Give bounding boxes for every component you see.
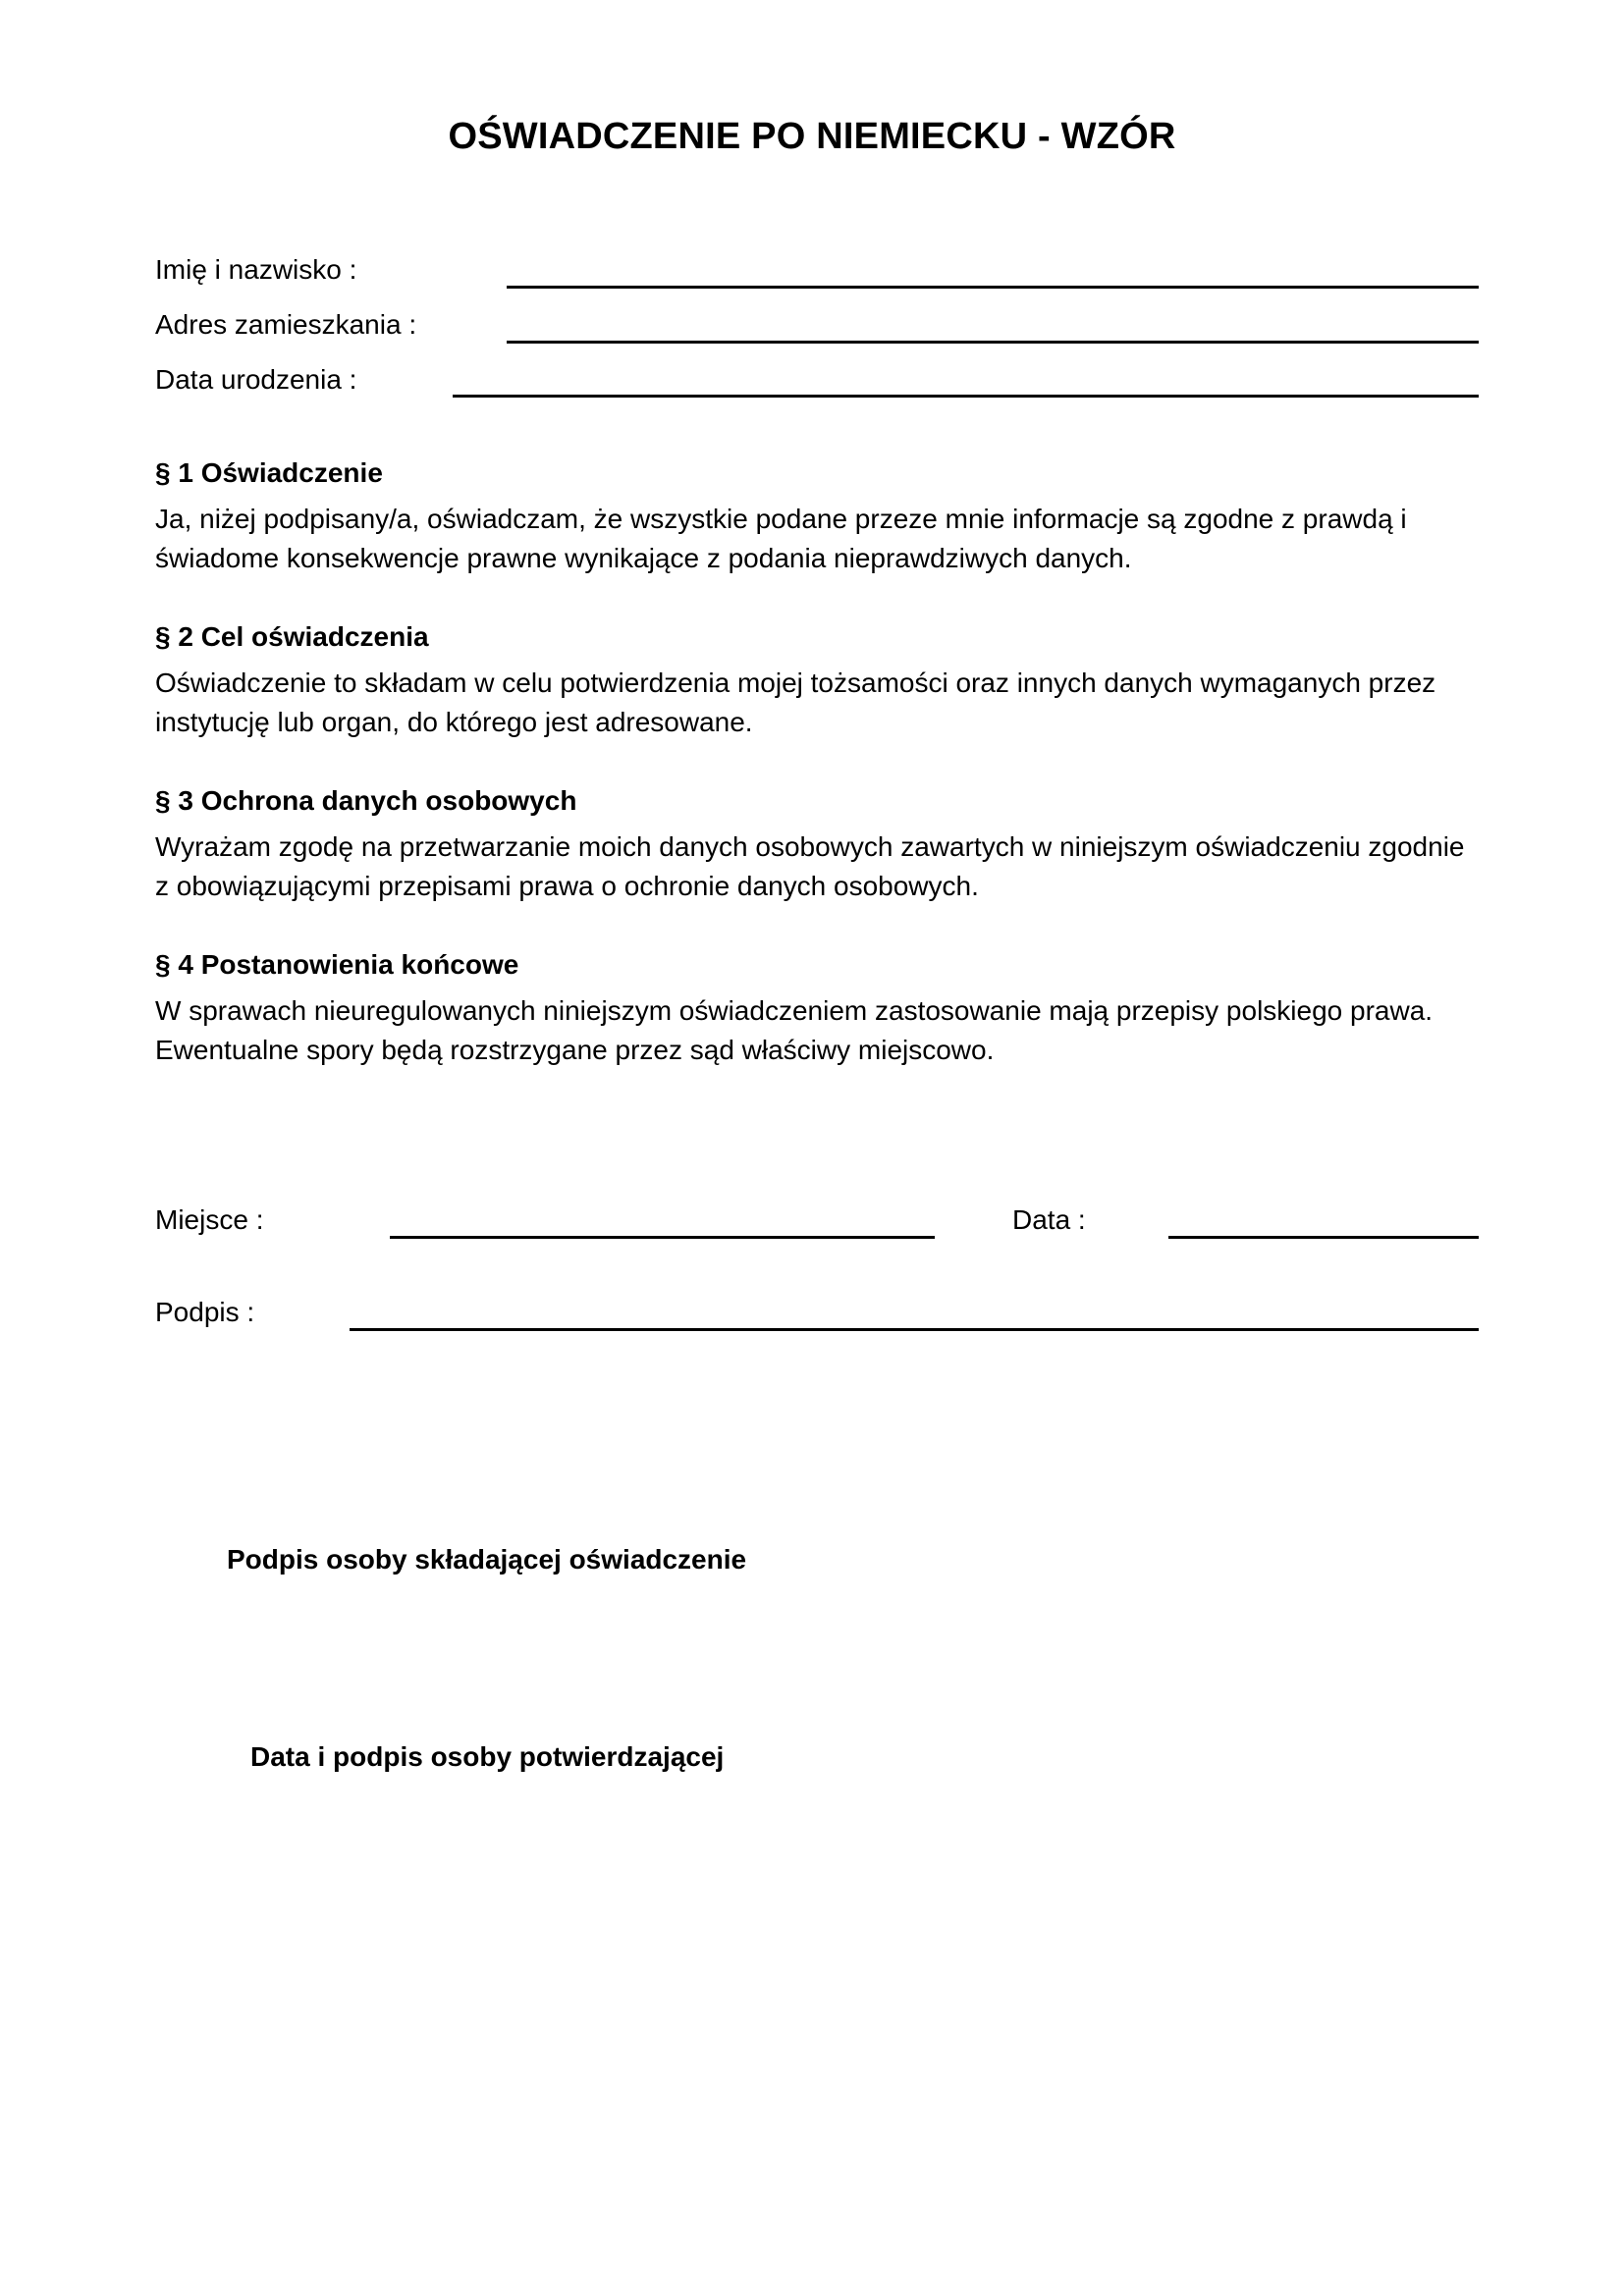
- section-3-line-1: Wyrażam zgodę na przetwarzanie moich danych osobowych zawartych w niniejszym oświadczeniu zgodnie: [155, 831, 1465, 862]
- section-1-body: [155, 500, 1490, 578]
- section-3-heading: § 3 Ochrona danych osobowych: [155, 785, 577, 816]
- section-4-line-1: W sprawach nieuregulowanych niniejszym oświadczeniem zastosowanie mają przepisy polskiego prawa.: [155, 995, 1434, 1026]
- section-1-heading: § 1 Oświadczenie: [155, 457, 383, 488]
- section-1-line-2: świadome konsekwencje prawne wynikające z podania nieprawdziwych danych.: [155, 543, 1132, 573]
- confirmer-signature-caption: Data i podpis osoby potwierdzającej: [250, 1741, 725, 1772]
- date-input-line[interactable]: [1168, 1236, 1479, 1239]
- section-2-heading: § 2 Cel oświadczenia: [155, 621, 429, 652]
- declarant-signature-caption: Podpis osoby składającej oświadczenie: [227, 1544, 747, 1575]
- place-input-line[interactable]: [390, 1236, 935, 1239]
- signature-input-line[interactable]: [350, 1328, 1479, 1331]
- section-3-body: [155, 828, 1490, 906]
- address-label: Adres zamieszkania :: [155, 309, 417, 340]
- section-2-line-1: Oświadczenie to składam w celu potwierdzenia mojej tożsamości oraz innych danych wymaganych przez: [155, 667, 1436, 698]
- name-input-line[interactable]: [507, 286, 1479, 289]
- place-label: Miejsce :: [155, 1204, 264, 1235]
- section-3-line-2: z obowiązującymi przepisami prawa o ochronie danych osobowych.: [155, 871, 979, 901]
- section-2-line-2: instytucję lub organ, do którego jest adresowane.: [155, 707, 753, 737]
- section-2-body: [155, 664, 1490, 742]
- address-input-line[interactable]: [507, 341, 1479, 344]
- section-4-body: [155, 991, 1490, 1070]
- section-4-line-2: Ewentualne spory będą rozstrzygane przez sąd właściwy miejscowo.: [155, 1035, 995, 1065]
- date-label: Data :: [1012, 1204, 1086, 1235]
- section-1-line-1: Ja, niżej podpisany/a, oświadczam, że wszystkie podane przeze mnie informacje są zgodne z prawdą i: [155, 504, 1407, 534]
- document-title: OŚWIADCZENIE PO NIEMIECKU - WZÓR: [448, 116, 1176, 157]
- name-label: Imię i nazwisko :: [155, 254, 357, 285]
- signature-label: Podpis :: [155, 1297, 255, 1327]
- birthdate-input-line[interactable]: [453, 395, 1479, 398]
- section-4-heading: § 4 Postanowienia końcowe: [155, 949, 519, 980]
- birthdate-label: Data urodzenia :: [155, 364, 357, 395]
